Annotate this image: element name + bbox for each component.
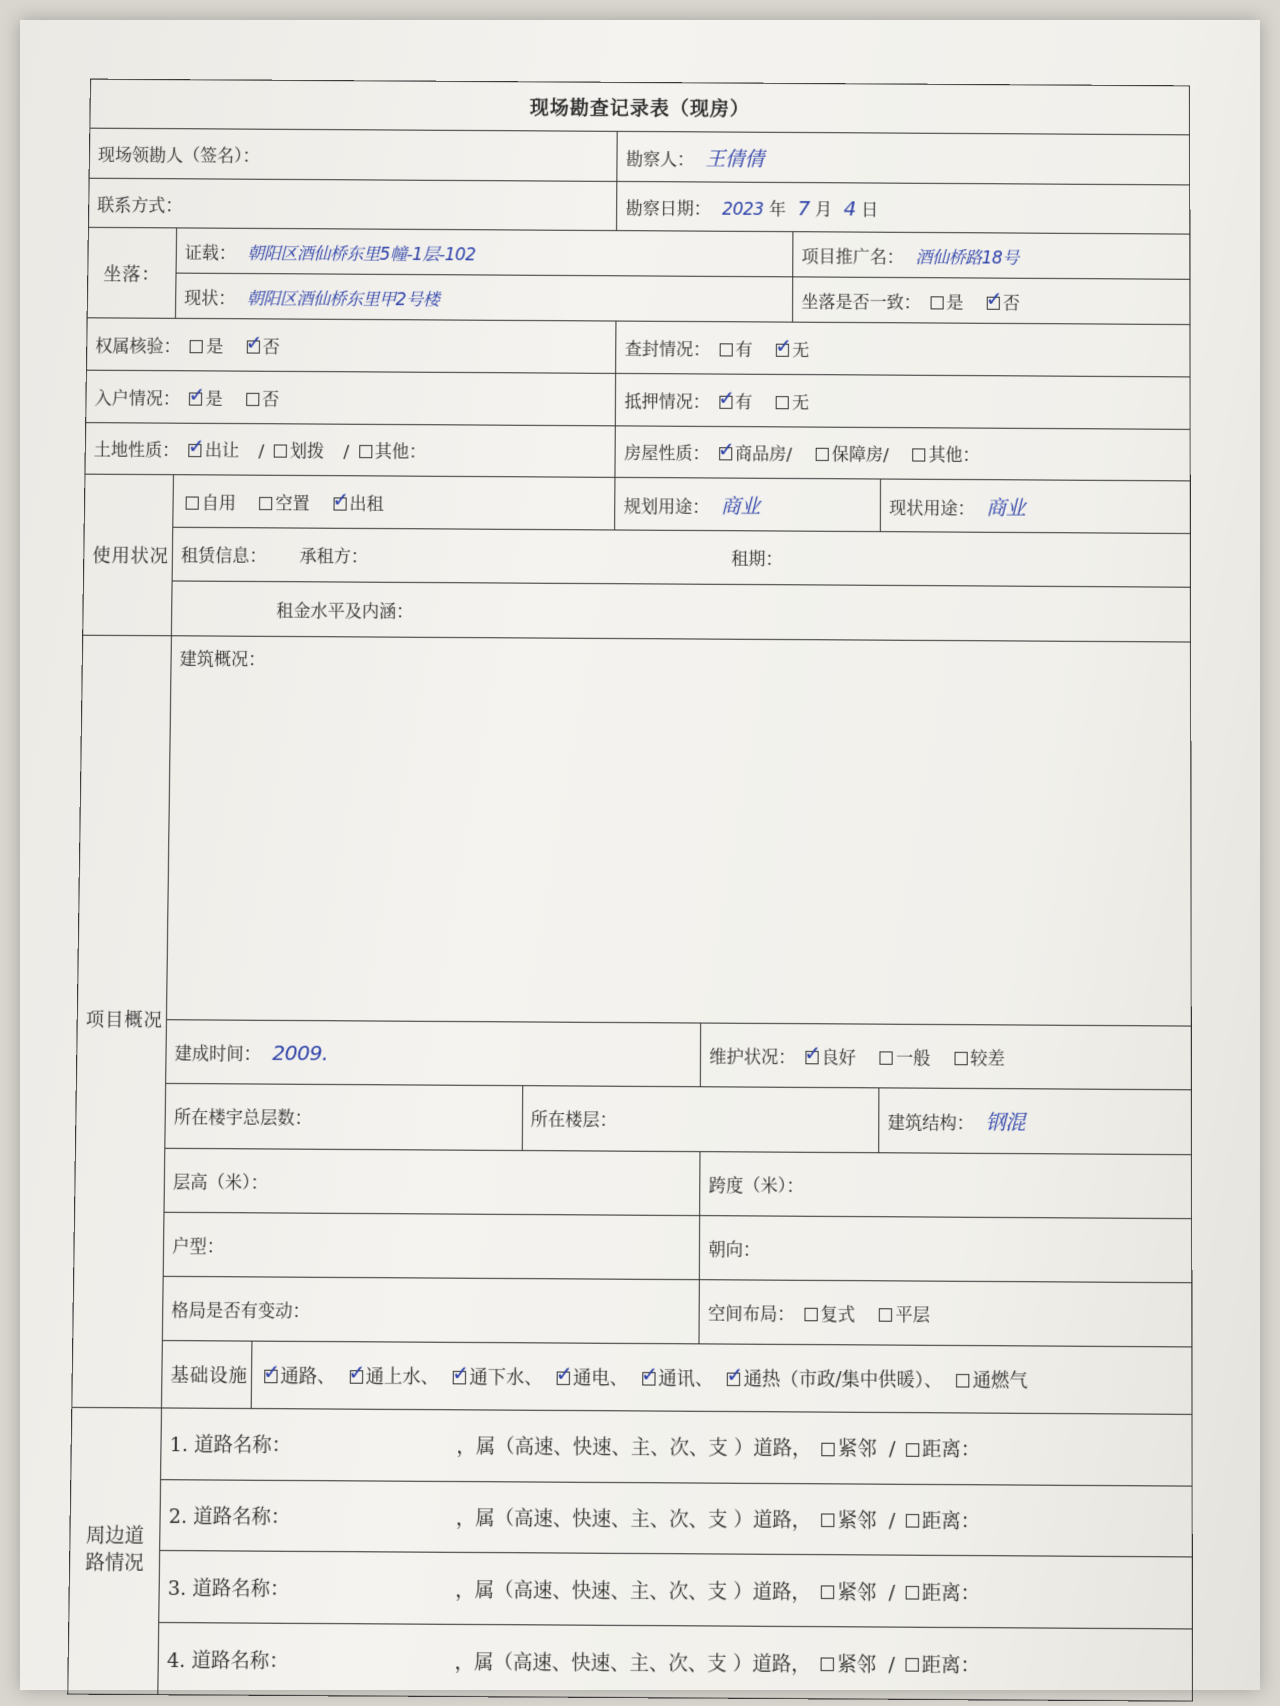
- checkbox-icon[interactable]: [185, 496, 198, 509]
- rent-level-cell[interactable]: [171, 581, 1190, 642]
- seal-no-option[interactable]: [775, 333, 810, 362]
- option-label: 通下水、: [469, 1366, 543, 1390]
- checkmark-icon: ✓: [775, 333, 793, 359]
- checkmark-icon: ✓: [718, 385, 736, 410]
- form-title: 现场勘查记录表（现房）: [90, 79, 1190, 135]
- entry-no-option[interactable]: [246, 385, 279, 410]
- checkbox-icon[interactable]: [821, 1586, 834, 1600]
- paper-sheet: [20, 20, 1260, 1690]
- checkmark-icon: ✓: [262, 1358, 281, 1384]
- seal-cell: [616, 321, 1190, 376]
- infra-drainage-option[interactable]: [451, 1360, 543, 1391]
- checkbox-checked-icon[interactable]: [717, 437, 735, 462]
- orientation-cell[interactable]: [700, 1215, 1192, 1282]
- checkbox-icon[interactable]: [954, 1052, 967, 1065]
- checkbox-checked-icon[interactable]: [348, 1359, 366, 1385]
- entry-yes-option[interactable]: [189, 384, 222, 409]
- cert-label: 证载：: [184, 243, 236, 264]
- consistent-cell: [793, 277, 1190, 325]
- checkmark-icon: ✓: [451, 1360, 470, 1386]
- checkbox-checked-icon[interactable]: [555, 1360, 573, 1386]
- road-distance-option[interactable]: [906, 1434, 981, 1463]
- checkmark-icon: ✓: [348, 1359, 366, 1385]
- surveyor-label: 勘察人：: [625, 150, 695, 171]
- infra-telecom-option[interactable]: [640, 1361, 714, 1391]
- checkbox-checked-icon[interactable]: [726, 1361, 744, 1387]
- checkbox-checked-icon[interactable]: [332, 487, 350, 512]
- mortgage-no-option[interactable]: [776, 388, 809, 413]
- checkbox-checked-icon[interactable]: [985, 286, 1003, 311]
- option-label: 出租: [349, 494, 384, 515]
- road-adjacent-option[interactable]: [821, 1577, 876, 1606]
- road-row[interactable]: [159, 1551, 1193, 1629]
- option-label: 一般: [895, 1048, 931, 1070]
- layout-change-cell[interactable]: [162, 1277, 699, 1345]
- surveyor-cell[interactable]: [617, 132, 1189, 185]
- lease-info-cell[interactable]: [172, 527, 1190, 588]
- space-label: 空间布局：: [708, 1304, 795, 1326]
- option-label: 无: [791, 392, 810, 414]
- road-distance-option[interactable]: [905, 1649, 980, 1678]
- checkbox-checked-icon[interactable]: [775, 333, 793, 359]
- planned-use-cell[interactable]: [615, 477, 881, 531]
- ownership-label: 权属核验：: [95, 336, 181, 358]
- checkbox-icon[interactable]: [912, 449, 925, 462]
- planned-label: 规划用途：: [623, 496, 710, 518]
- floor-label: 所在楼层：: [530, 1110, 617, 1132]
- infra-gas-option[interactable]: [956, 1366, 1027, 1393]
- checkbox-icon[interactable]: [906, 1443, 919, 1457]
- space-flat-option[interactable]: [879, 1300, 930, 1326]
- option-label: 复式: [820, 1305, 856, 1326]
- infra-water-supply-option[interactable]: [348, 1359, 440, 1390]
- road-adjacent-option[interactable]: [822, 1434, 877, 1462]
- road-class-text: ，属（高速、快速、主、次、支 ）道路，: [455, 1507, 812, 1533]
- mortgage-cell: [616, 373, 1190, 429]
- option-label: 通热（市政/集中供暖）、: [743, 1368, 943, 1392]
- option-label: 其他：: [928, 445, 980, 467]
- land-grant-option[interactable]: [189, 436, 240, 462]
- option-label: 无: [792, 340, 810, 362]
- road-num: 3.: [167, 1576, 187, 1600]
- cert-address-cell[interactable]: [176, 228, 793, 277]
- option-label: 距离：: [921, 1653, 981, 1677]
- house-other-option[interactable]: [912, 441, 979, 467]
- checkmark-icon: ✓: [188, 382, 206, 407]
- checkbox-checked-icon[interactable]: [718, 385, 736, 410]
- checkbox-checked-icon[interactable]: [451, 1360, 470, 1386]
- building-label: 建筑概况：: [179, 649, 266, 671]
- option-label: 紧邻: [837, 1581, 877, 1605]
- checkbox-icon[interactable]: [821, 1658, 834, 1672]
- built-value: 2009.: [272, 1040, 328, 1066]
- actual-address-cell[interactable]: [175, 273, 793, 322]
- checkbox-icon[interactable]: [821, 1514, 834, 1528]
- checkbox-icon[interactable]: [956, 1374, 969, 1388]
- date-month-unit: 月: [815, 199, 833, 220]
- usage-options-cell: [173, 475, 616, 530]
- option-label: 通电、: [572, 1367, 629, 1390]
- date-day-unit: 日: [861, 199, 879, 221]
- option-label: 出让: [204, 441, 240, 462]
- checkmark-icon: ✓: [640, 1361, 659, 1387]
- contact-label: 联系方式：: [97, 195, 183, 216]
- roads-header: 周边道路情况: [68, 1407, 162, 1694]
- option-label: 空置: [275, 493, 310, 515]
- checkbox-icon[interactable]: [906, 1514, 919, 1528]
- land-label: 土地性质：: [93, 440, 180, 462]
- current-label: 现状用途：: [889, 498, 975, 520]
- checkbox-checked-icon[interactable]: [187, 434, 205, 459]
- checkbox-checked-icon[interactable]: [262, 1358, 281, 1384]
- span-cell[interactable]: [700, 1151, 1191, 1218]
- height-label: 层高（米）：: [172, 1172, 269, 1194]
- checkbox-icon[interactable]: [259, 497, 272, 510]
- option-label: 是: [946, 293, 964, 314]
- guide-label: 现场领勘人（签名）：: [97, 145, 260, 167]
- promo-label: 项目推广名：: [801, 247, 904, 268]
- floor-cell[interactable]: [522, 1086, 879, 1152]
- total-floors-label: 所在楼宇总层数：: [173, 1108, 312, 1130]
- orientation-label: 朝向：: [708, 1239, 761, 1261]
- road-distance-option[interactable]: [906, 1506, 981, 1535]
- date-label: 勘察日期：: [625, 198, 711, 220]
- promo-value: 酒仙桥路18号: [915, 247, 1019, 269]
- rent-label: 租金水平及内涵：: [276, 601, 414, 623]
- road-num: 4.: [166, 1648, 186, 1672]
- option-label: 较差: [970, 1048, 1005, 1070]
- road-row[interactable]: [160, 1408, 1192, 1486]
- option-label: 距离：: [922, 1438, 981, 1462]
- option-label: 紧邻: [837, 1437, 877, 1461]
- separator: /: [888, 1581, 896, 1605]
- usage-rent-option[interactable]: [333, 489, 384, 515]
- checkbox-checked-icon[interactable]: [245, 330, 263, 355]
- guide-signature-cell[interactable]: [89, 129, 617, 182]
- change-label: 格局是否有变动：: [171, 1301, 310, 1323]
- date-month: 7: [797, 195, 810, 220]
- building-overview-cell[interactable]: [166, 636, 1191, 1026]
- infra-heating-option[interactable]: [726, 1361, 943, 1392]
- road-name-label: 道路名称：: [192, 1577, 290, 1601]
- checkbox-icon[interactable]: [804, 1308, 817, 1322]
- checkmark-icon: ✓: [985, 286, 1003, 311]
- road-name-label: 道路名称：: [191, 1648, 289, 1673]
- option-label: 良好: [821, 1048, 856, 1069]
- house-affordable-option[interactable]: [816, 440, 889, 466]
- checkmark-icon: ✓: [332, 487, 350, 512]
- promo-name-cell[interactable]: [793, 232, 1190, 280]
- maintenance-cell: [701, 1023, 1192, 1090]
- option-label: 划拨: [289, 441, 325, 463]
- separator: /: [258, 441, 265, 462]
- cert-value: 朝阳区酒仙桥东里5幢-1层-102: [247, 243, 476, 266]
- consistent-label: 坐落是否一致：: [801, 292, 921, 314]
- floor-height-cell[interactable]: [164, 1148, 700, 1216]
- option-label: 平层: [895, 1305, 930, 1327]
- option-label: 紧邻: [837, 1509, 877, 1533]
- road-row[interactable]: [158, 1623, 1193, 1702]
- checkbox-icon[interactable]: [905, 1658, 918, 1672]
- option-label: 通燃气: [972, 1370, 1028, 1393]
- option-label: 否: [262, 389, 280, 410]
- road-num: 2.: [168, 1505, 188, 1529]
- checkmark-icon: ✓: [804, 1040, 822, 1066]
- location-header: 坐落：: [87, 228, 176, 319]
- entry-label: 入户情况：: [94, 388, 181, 410]
- layout-label: 户型：: [171, 1236, 225, 1258]
- option-label: 保障房/: [831, 445, 889, 466]
- option-label: 通路、: [280, 1365, 336, 1388]
- option-label: 通讯、: [658, 1368, 714, 1391]
- ownership-no-option[interactable]: [245, 330, 280, 358]
- option-label: 紧邻: [837, 1652, 877, 1677]
- actual-value: 朝阳区酒仙桥东里甲2号楼: [246, 288, 440, 311]
- option-label: 自用: [201, 493, 236, 514]
- infra-road-option[interactable]: [262, 1358, 336, 1389]
- road-name-label: 道路名称：: [193, 1505, 291, 1529]
- infrastructure-header: 基础设施: [161, 1341, 251, 1408]
- current-value: 商业: [986, 495, 1026, 520]
- structure-cell[interactable]: [879, 1088, 1191, 1154]
- planned-value: 商业: [720, 493, 761, 519]
- checkmark-icon: ✓: [726, 1361, 744, 1387]
- total-floors-cell[interactable]: [165, 1084, 523, 1150]
- checkbox-icon[interactable]: [274, 445, 287, 458]
- maintenance-poor-option[interactable]: [954, 1044, 1005, 1070]
- ownership-cell: [86, 318, 616, 373]
- date-cell[interactable]: [617, 181, 1190, 234]
- date-year: 2023: [722, 199, 764, 220]
- checkbox-icon[interactable]: [880, 1051, 893, 1064]
- option-label: 否: [262, 337, 280, 358]
- mortgage-yes-option[interactable]: [719, 387, 752, 412]
- span-label: 跨度（米）：: [708, 1175, 804, 1197]
- consistent-yes-option[interactable]: [930, 288, 963, 313]
- tenant-label: 承租方：: [299, 547, 369, 568]
- checkbox-checked-icon[interactable]: [804, 1040, 822, 1066]
- checkmark-icon: ✓: [187, 434, 205, 459]
- option-label: 否: [1002, 293, 1020, 314]
- checkbox-icon[interactable]: [359, 445, 372, 458]
- checkbox-icon[interactable]: [822, 1442, 835, 1456]
- structure-label: 建筑结构：: [887, 1113, 974, 1135]
- term-label: 租期：: [731, 549, 783, 571]
- checkbox-icon[interactable]: [905, 1586, 918, 1600]
- space-duplex-option[interactable]: [804, 1300, 855, 1326]
- date-day: 4: [843, 195, 856, 221]
- structure-value: 钢混: [985, 1110, 1026, 1136]
- house-commercial-option[interactable]: [719, 439, 792, 465]
- project-header: 项目概况: [72, 635, 172, 1408]
- contact-cell[interactable]: [88, 178, 617, 231]
- road-adjacent-option[interactable]: [821, 1649, 876, 1678]
- survey-table: [67, 79, 1193, 1702]
- checkmark-icon: ✓: [245, 330, 263, 355]
- maintenance-label: 维护状况：: [709, 1047, 796, 1069]
- checkbox-icon[interactable]: [246, 393, 259, 406]
- checkbox-checked-icon[interactable]: [640, 1361, 659, 1387]
- built-label: 建成时间：: [174, 1044, 261, 1066]
- surveyor-value: 王倩倩: [705, 146, 765, 171]
- current-use-cell[interactable]: [880, 479, 1190, 533]
- lease-label: 租赁信息：: [180, 546, 267, 568]
- option-label: 是: [205, 389, 223, 410]
- checkbox-icon[interactable]: [879, 1309, 892, 1323]
- separator: /: [888, 1438, 896, 1462]
- house-label: 房屋性质：: [624, 443, 710, 465]
- entry-cell: [86, 370, 616, 425]
- checkmark-icon: ✓: [717, 437, 735, 462]
- seal-yes-option[interactable]: [719, 335, 752, 360]
- usage-header: 使用状况: [83, 474, 174, 636]
- option-label: 其他：: [374, 442, 427, 463]
- infrastructure-cell: [251, 1342, 1192, 1415]
- separator: /: [888, 1653, 896, 1677]
- option-label: 商品房/: [735, 444, 793, 466]
- checkbox-icon[interactable]: [190, 340, 203, 353]
- ownership-yes-option[interactable]: [190, 332, 223, 357]
- usage-self-option[interactable]: [185, 488, 236, 514]
- checkbox-checked-icon[interactable]: [188, 382, 206, 407]
- road-class-text: ，属（高速、快速、主、次、支 ）道路，: [455, 1578, 811, 1604]
- infra-power-option[interactable]: [555, 1360, 629, 1390]
- checkbox-icon[interactable]: [930, 296, 943, 309]
- road-name-label: 道路名称：: [194, 1433, 292, 1458]
- seal-label: 查封情况：: [624, 339, 711, 361]
- land-allocation-option[interactable]: [274, 437, 325, 463]
- actual-label: 现状：: [184, 288, 236, 310]
- unit-type-cell[interactable]: [163, 1212, 700, 1280]
- separator: /: [343, 442, 350, 463]
- road-num: 1.: [169, 1433, 189, 1457]
- separator: /: [888, 1509, 896, 1533]
- consistent-no-option[interactable]: [987, 288, 1020, 313]
- maintenance-average-option[interactable]: [880, 1043, 931, 1069]
- option-label: 通上水、: [365, 1366, 440, 1389]
- maintenance-good-option[interactable]: [804, 1040, 856, 1069]
- land-nature-cell: [85, 422, 616, 477]
- survey-form: [67, 79, 1193, 1702]
- option-label: 距离：: [921, 1581, 981, 1605]
- road-adjacent-option[interactable]: [821, 1505, 876, 1533]
- checkbox-icon[interactable]: [776, 396, 789, 409]
- usage-vacant-option[interactable]: [259, 489, 310, 515]
- option-label: 有: [735, 392, 753, 413]
- road-distance-option[interactable]: [905, 1577, 980, 1606]
- date-year-unit: 年: [768, 199, 787, 220]
- checkbox-icon[interactable]: [719, 344, 732, 357]
- mortgage-label: 抵押情况：: [624, 391, 710, 413]
- road-row[interactable]: [160, 1479, 1193, 1557]
- built-time-cell[interactable]: [166, 1020, 701, 1087]
- land-other-option[interactable]: [359, 437, 427, 463]
- road-class-text: ，属（高速、快速、主、次、支 ）道路，: [454, 1650, 811, 1676]
- option-label: 距离：: [921, 1509, 981, 1534]
- road-class-text: ，属（高速、快速、主、次、支 ）道路，: [456, 1435, 812, 1461]
- house-nature-cell: [615, 425, 1190, 481]
- option-label: 是: [205, 337, 224, 358]
- checkmark-icon: ✓: [555, 1360, 573, 1386]
- checkbox-icon[interactable]: [816, 448, 829, 461]
- space-layout-cell: [699, 1280, 1191, 1348]
- option-label: 有: [735, 340, 753, 361]
